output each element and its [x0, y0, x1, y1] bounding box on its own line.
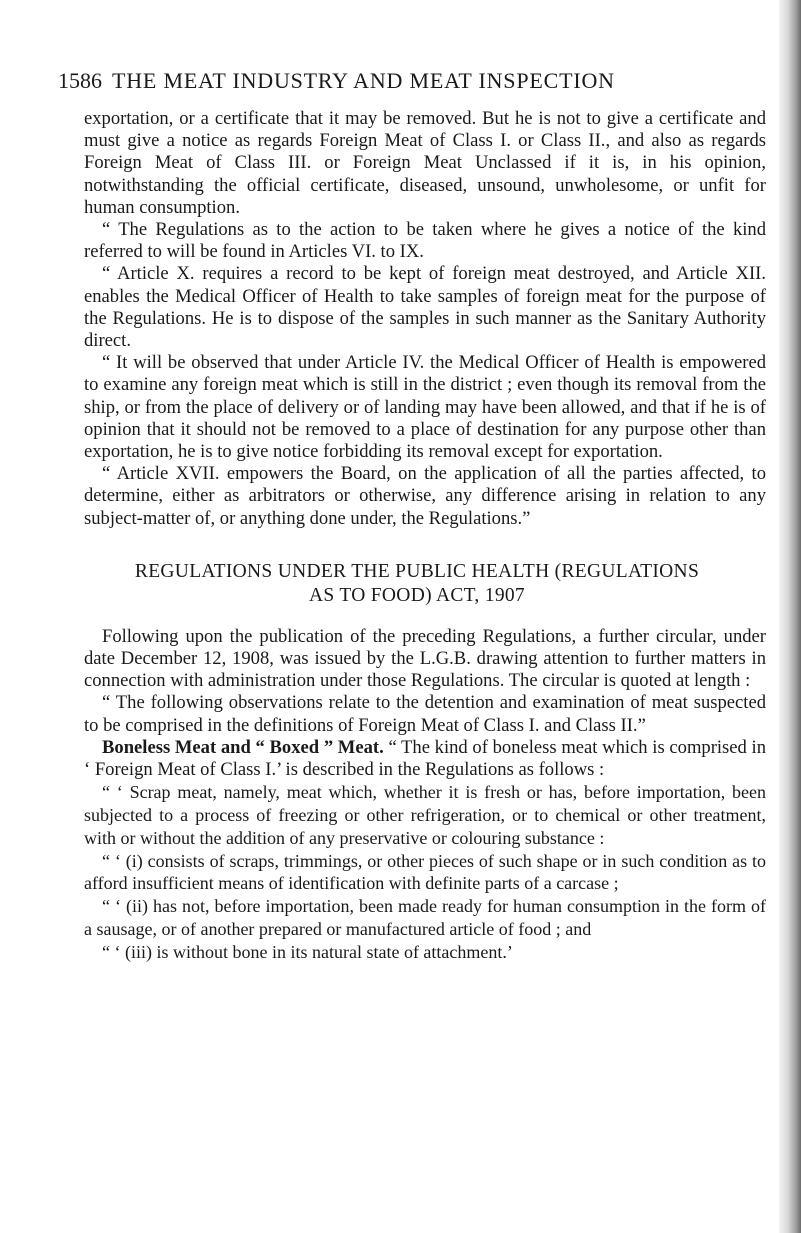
paragraph: exportation, or a certificate that it may be removed. But he is not to give a certificate and must give a notice as regards Foreign Meat of Class I. or Class II., and also as regards Foreign Meat of Class III. or Foreign Meat Unclassed if it is, in his opinion, notwithstanding the official certificate, diseased, unsound, unwholesome, or unfit for human consumption.: [84, 108, 766, 218]
body-text: [84, 108, 766, 530]
page-number: 1586: [58, 68, 102, 93]
page-edge-shadow: [779, 0, 801, 1233]
running-head: THE MEAT INDUSTRY AND MEAT INSPECTION: [112, 68, 615, 93]
paragraph: “ Article X. requires a record to be kept of foreign meat destroyed, and Article XII. enables the Medical Officer of Health to take samples of foreign meat for the purpose of the Regulations. He is to dispose of the samples in such manner as the Sanitary Authority direct.: [84, 263, 766, 352]
section-text: [84, 626, 766, 964]
paragraph: [84, 737, 766, 781]
definition-item: “ ‘ (i) consists of scraps, trimmings, or other pieces of such shape or in such condition as to afford insufficient means of identification with definite parts of a carcase ;: [84, 850, 766, 894]
section-heading: [58, 560, 776, 608]
definition-item: “ ‘ (iii) is without bone in its natural state of attachment.’: [102, 941, 513, 962]
section-heading-line: REGULATIONS UNDER THE PUBLIC HEALTH (REGULATIONS: [134, 560, 700, 582]
section-heading-line: AS TO FOOD) ACT, 1907: [309, 584, 525, 606]
side-heading: Boneless Meat and “ Boxed ” Meat.: [102, 736, 384, 758]
book-page: [58, 68, 776, 964]
paragraph: “ The following observations relate to the detention and examination of meat suspected to be comprised in the definitions of Foreign Meat of Class I. and Class II.”: [84, 692, 766, 736]
paragraph-text: “ The kind of boneless meat which is comprised in ‘ Foreign Meat of Class I.’ is described in the Regulations as follows :: [84, 736, 766, 781]
paragraph: “ Article XVII. empowers the Board, on the application of all the parties affected, to determine, either as arbitrators or otherwise, any difference arising in relation to any subject-matter of, or anything done under, the Regulations.”: [84, 463, 766, 529]
page-header: [58, 68, 776, 108]
paragraph: “ The Regulations as to the action to be taken where he gives a notice of the kind referred to will be found in Articles VI. to IX.: [84, 219, 766, 263]
quoted-definition: “ ‘ Scrap meat, namely, meat which, whether it is fresh or has, before importation, been subjected to a process of freezing or other refrigeration, or to chemical or other treatment, with or without the addition of any preservative or colouring substance :: [84, 782, 766, 848]
paragraph: “ It will be observed that under Article IV. the Medical Officer of Health is empowered to examine any foreign meat which is still in the district ; even though its removal from the ship, or from the place of delivery or of landing may have been allowed, and that if he is of opinion that it should not be removed to a place of destination for any purpose other than exportation, he is to give notice forbidding its removal except for exportation.: [84, 352, 766, 463]
paragraph: Following upon the publication of the preceding Regulations, a further circular, under date December 12, 1908, was issued by the L.G.B. drawing attention to further matters in connection with administration under those Regulations. The circular is quoted at length :: [84, 625, 766, 692]
definition-item: “ ‘ (ii) has not, before importation, been made ready for human consumption in the form of a sausage, or of another prepared or manufactured article of food ; and: [84, 896, 766, 940]
